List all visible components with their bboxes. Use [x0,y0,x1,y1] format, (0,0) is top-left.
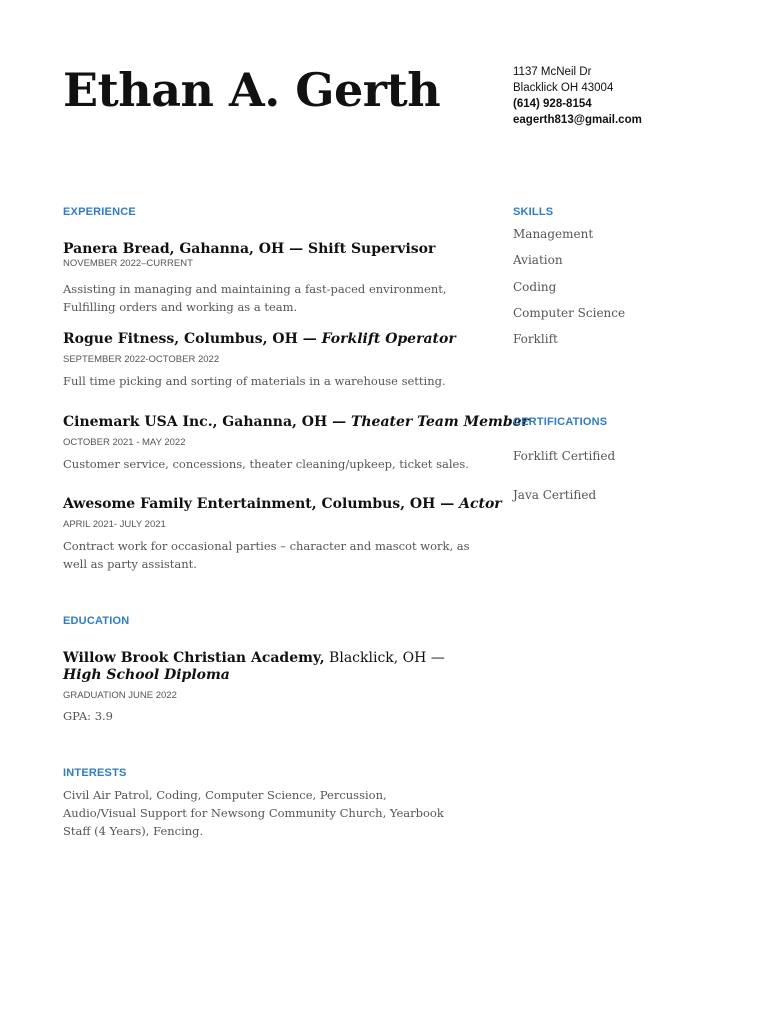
job-description-1: Assisting in managing and maintaining a fast-paced environment, Fulfilling orders and working as a team. [63,282,447,314]
interests-heading: INTERESTS [63,767,127,779]
job-dates-4: APRIL 2021- JULY 2021 [63,519,166,530]
job-dates-2: SEPTEMBER 2022-OCTOBER 2022 [63,354,220,365]
skill-item: Computer Science [513,306,626,320]
skill-item: Coding [513,280,557,294]
job-description-4: Contract work for occasional parties – character and mascot work, as well as party assistant. [63,539,470,571]
education-entry [63,650,458,684]
job-title-1 [63,241,435,258]
certification-item: Forklift Certified [513,449,616,463]
gpa: GPA: 3.9 [63,709,113,723]
address-line-2: Blacklick OH 43004 [513,82,614,94]
job-title-4 [63,496,502,513]
job-dates-1: NOVEMBER 2022–CURRENT [63,258,193,269]
job-role: Forklift Operator [321,331,456,347]
job-employer: Rogue Fitness, Columbus, OH — [63,331,322,347]
certifications-heading: CERTIFICATIONS [513,416,608,428]
graduation-date: GRADUATION JUNE 2022 [63,690,177,701]
job-role: Theater Team Member [350,414,529,430]
skill-item: Management [513,227,594,241]
job-title-2 [63,331,456,348]
job-employer: Cinemark USA Inc., Gahanna, OH — [63,414,351,430]
education-heading: EDUCATION [63,615,130,627]
job-description-2: Full time picking and sorting of materials in a warehouse setting. [63,374,446,388]
skill-item: Forklift [513,332,558,346]
experience-heading: EXPERIENCE [63,206,136,218]
job-employer: Awesome Family Entertainment, Columbus, OH — [63,496,460,512]
contact-block [513,64,642,128]
job-employer: Panera Bread, Gahanna, OH — Shift Supervisor [63,241,436,257]
job-dates-3: OCTOBER 2021 - MAY 2022 [63,437,186,448]
email-address: eagerth813@gmail.com [513,114,642,126]
phone-number: (614) 928-8154 [513,98,592,110]
job-title-3 [63,414,529,431]
address-line-1: 1137 McNeil Dr [513,66,592,78]
school-name: Willow Brook Christian Academy, [63,650,325,666]
degree: High School Diploma [63,667,230,683]
interests-text: Civil Air Patrol, Coding, Computer Science, Percussion, Audio/Visual Support for Newsong Community Church, Yearbook Staff (4 Years), Fencing. [63,788,444,838]
job-role: Actor [459,496,502,512]
skill-item: Aviation [513,253,563,267]
certification-item: Java Certified [513,488,597,502]
job-description-3: Customer service, concessions, theater cleaning/upkeep, ticket sales. [63,457,469,471]
candidate-name: Ethan A. Gerth [63,63,441,117]
school-location: Blacklick, OH — [324,650,445,666]
skills-heading: SKILLS [513,206,554,218]
